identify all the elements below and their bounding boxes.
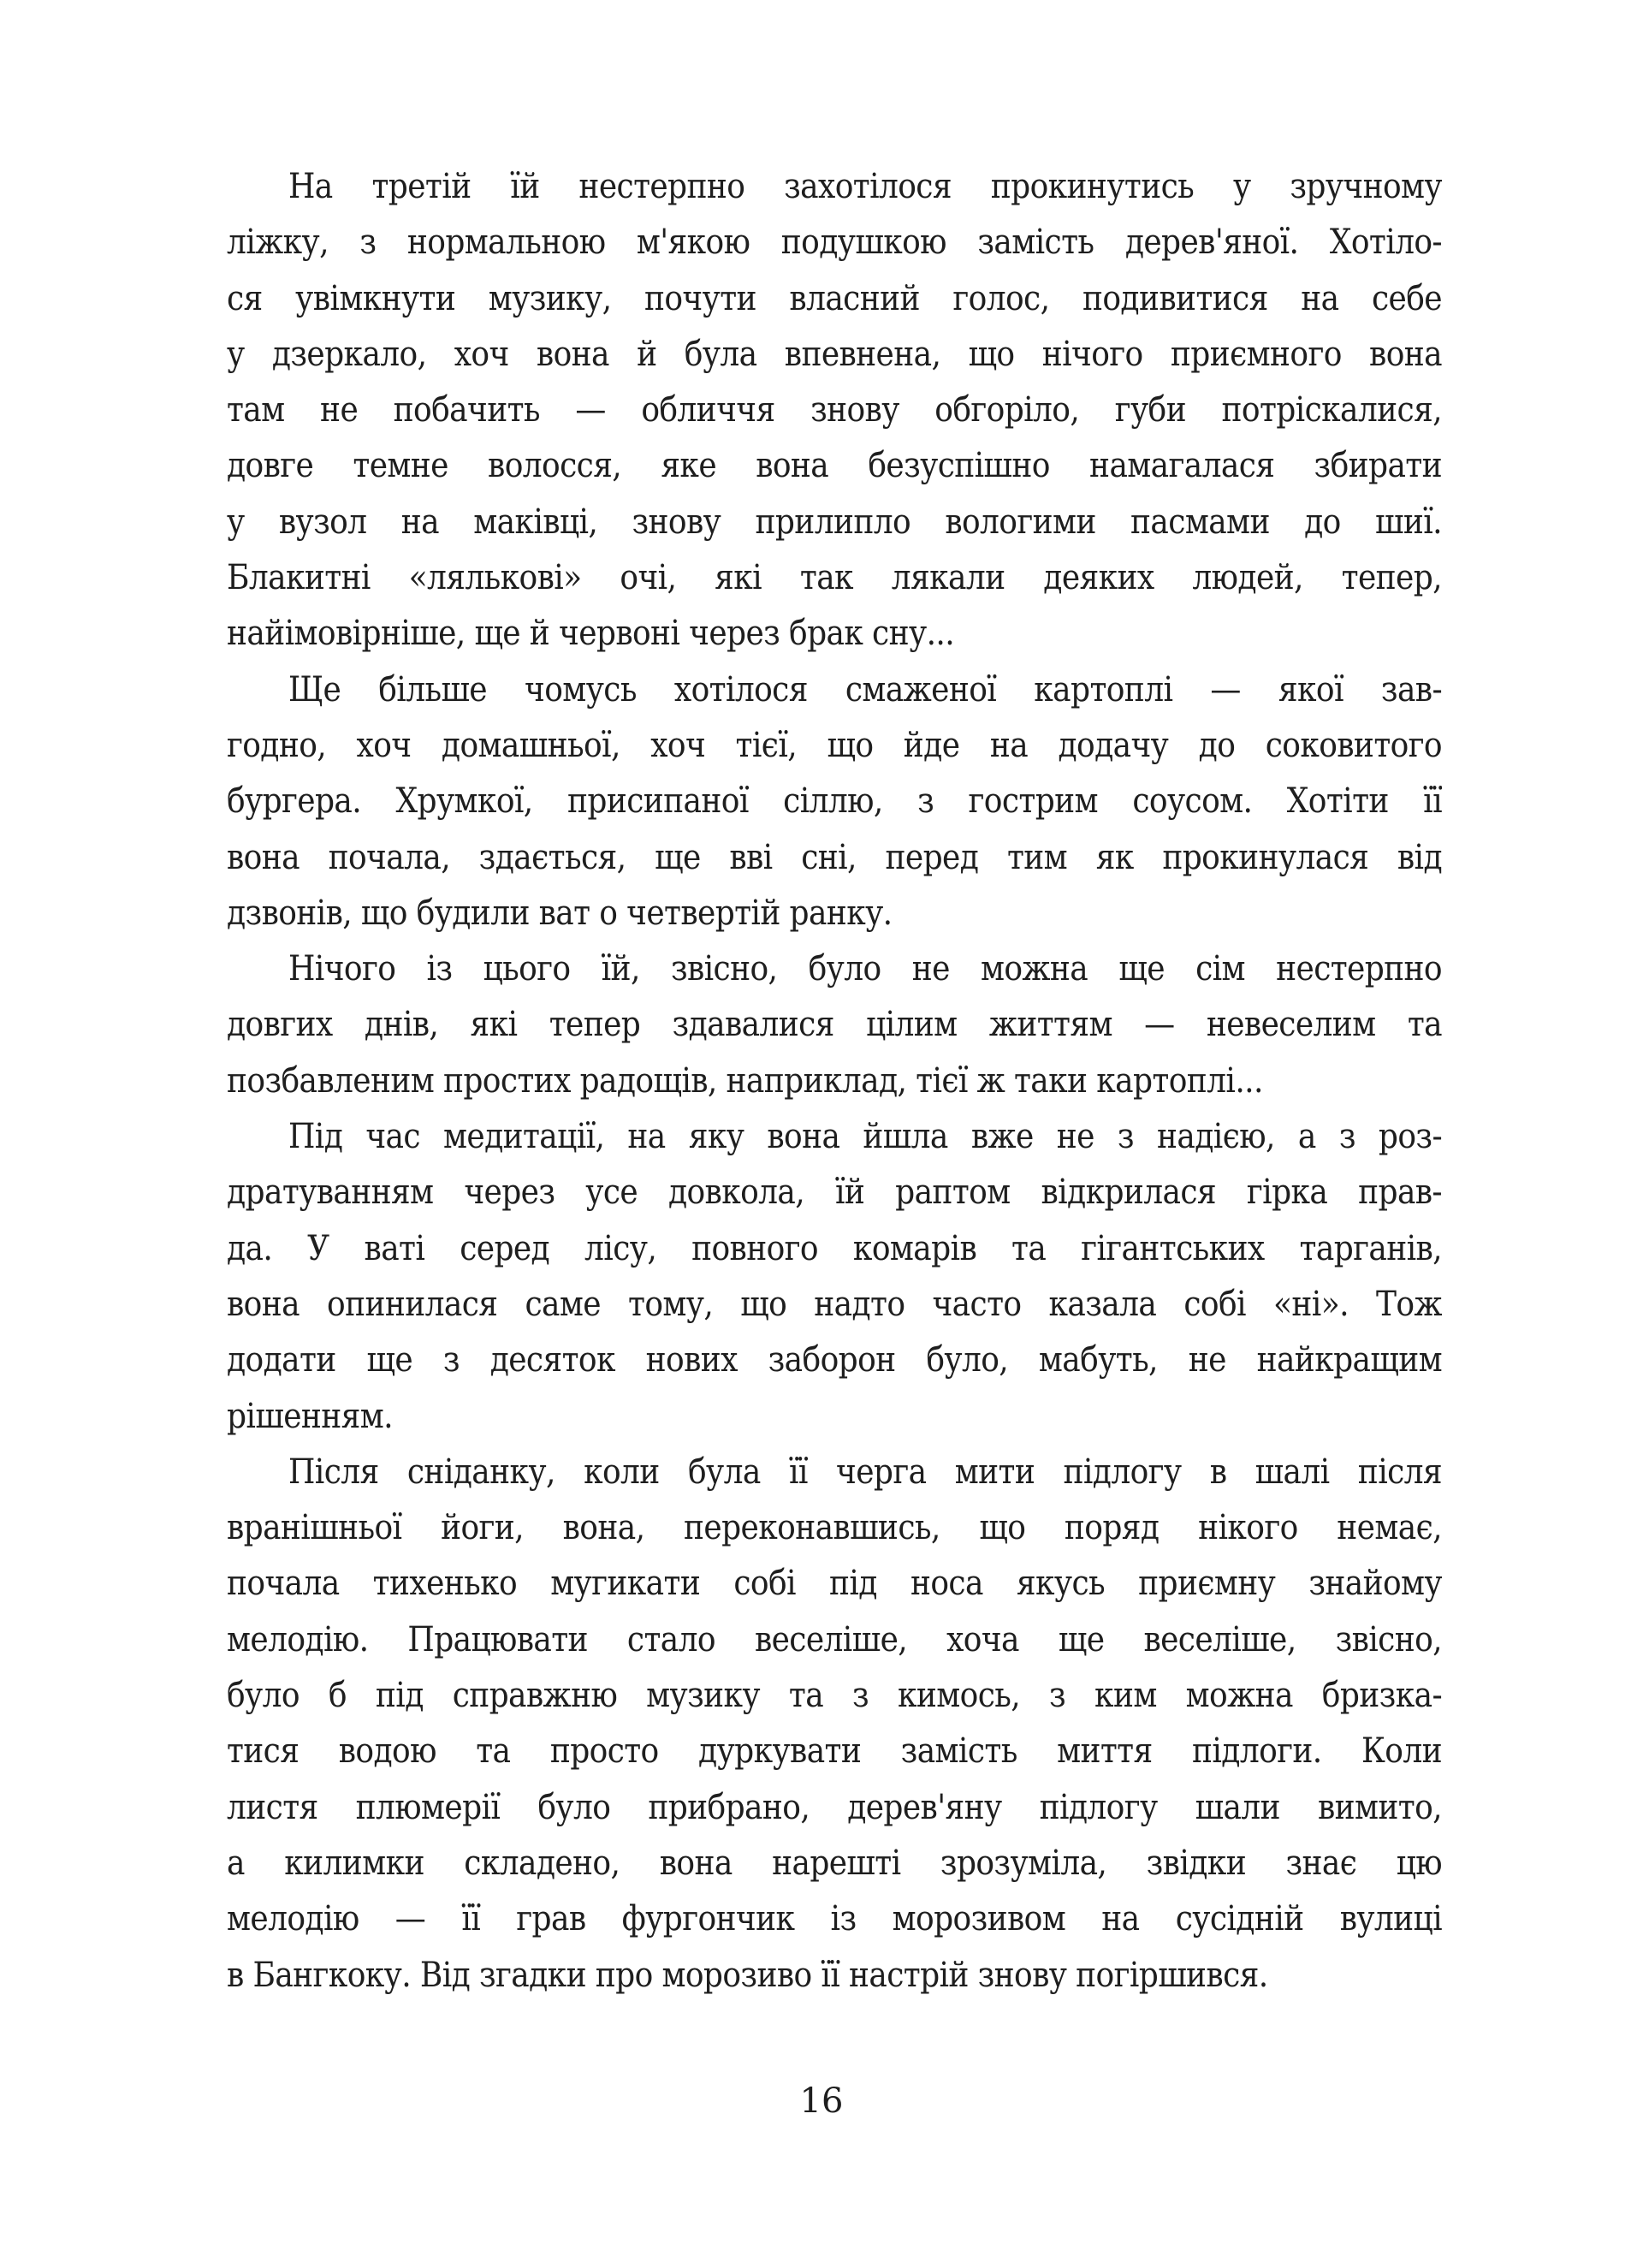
text-line: Ще більше чомусь хотілося смаженої картоплі — якої зав-	[288, 669, 1442, 709]
text-line: почала тихенько мугикати собі під носа якусь приємну знайому	[227, 1564, 1442, 1604]
text-line: ліжку, з нормальною м'якою подушкою замість дерев'яної. Хотіло-	[227, 223, 1442, 263]
text-line: довге темне волосся, яке вона безуспішно намагалася збирати	[227, 446, 1442, 486]
text-line: у вузол на маківці, знову прилипло вологими пасмами до шиї.	[227, 502, 1442, 542]
text-line: Після сніданку, коли була її черга мити підлогу в шалі після	[288, 1452, 1442, 1492]
text-line: Під час медитації, на яку вона йшла вже не з надією, а з роз-	[288, 1117, 1442, 1157]
page-number: 16	[799, 2081, 844, 2121]
text-line: мелодію — її грав фургончик із морозивом на сусідній вулиці	[227, 1899, 1442, 1939]
text-line: Блакитні «ляльковi» очі, які так лякали деяких людей, тепер,	[227, 558, 1442, 598]
text-line: ся увімкнути музику, почути власний голос, подивитися на себе	[227, 278, 1442, 318]
paragraph	[227, 1445, 1442, 2004]
text-line: мелодію. Працювати стало веселіше, хоча ще веселіше, звісно,	[227, 1619, 1442, 1659]
paragraph	[227, 662, 1442, 941]
text-line: листя плюмерії було прибрано, дерев'яну підлогу шали вимито,	[227, 1787, 1442, 1827]
text-line: годно, хоч домашньої, хоч тієї, що йде на додачу до соковитого	[227, 725, 1442, 765]
paragraph	[227, 941, 1442, 1109]
text-line: вона опинилася саме тому, що надто часто казала собі «ні». Тож	[227, 1284, 1442, 1324]
text-line: дратуванням через усе довкола, їй раптом відкрилася гірка прав-	[227, 1173, 1442, 1213]
text-line: бургера. Хрумкої, присипаної сіллю, з гострим соусом. Хотіти її	[227, 781, 1442, 822]
text-line: Нічого із цього їй, звісно, було не можна ще сім нестерпно	[288, 949, 1442, 989]
text-line: у дзеркало, хоч вона й була впевнена, що нічого приємного вона	[227, 334, 1442, 374]
text-line: вранішньої йоги, вона, переконавшись, що поряд нікого немає,	[227, 1508, 1442, 1548]
paragraph	[227, 159, 1442, 662]
text-line: найімовірніше, ще й червоні через брак сну...	[227, 614, 955, 654]
text-line: да. У ваті серед лісу, повного комарів та гігантських тарганів,	[227, 1228, 1442, 1268]
text-line: дзвонів, що будили ват о четвертій ранку.	[227, 893, 893, 933]
text-line: рішенням.	[227, 1396, 393, 1436]
body-text	[227, 159, 1442, 2004]
text-line: вона почала, здається, ще вві сні, перед тим як прокинулася від	[227, 837, 1442, 877]
text-line: там не побачить — обличчя знову обгоріло, губи потріскалися,	[227, 390, 1442, 430]
paragraph	[227, 1109, 1442, 1445]
text-line: в Бангкоку. Від згадки про морозиво її настрій знову погіршився.	[227, 1955, 1268, 1995]
text-line: було б під справжню музику та з кимось, з ким можна бризка-	[227, 1676, 1442, 1716]
text-line: а килимки складено, вона нарешті зрозуміла, звідки знає цю	[227, 1843, 1442, 1883]
text-line: довгих днів, які тепер здавалися цілим життям — невеселим та	[227, 1005, 1442, 1045]
text-line: тися водою та просто дуркувати замість миття підлоги. Коли	[227, 1731, 1442, 1772]
text-line: додати ще з десяток нових заборон було, мабуть, не найкращим	[227, 1340, 1442, 1380]
text-line: На третій їй нестерпно захотілося прокинутись у зручному	[288, 167, 1442, 206]
text-line: позбавленим простих радощів, наприклад, тієї ж таки картоплі...	[227, 1060, 1263, 1101]
